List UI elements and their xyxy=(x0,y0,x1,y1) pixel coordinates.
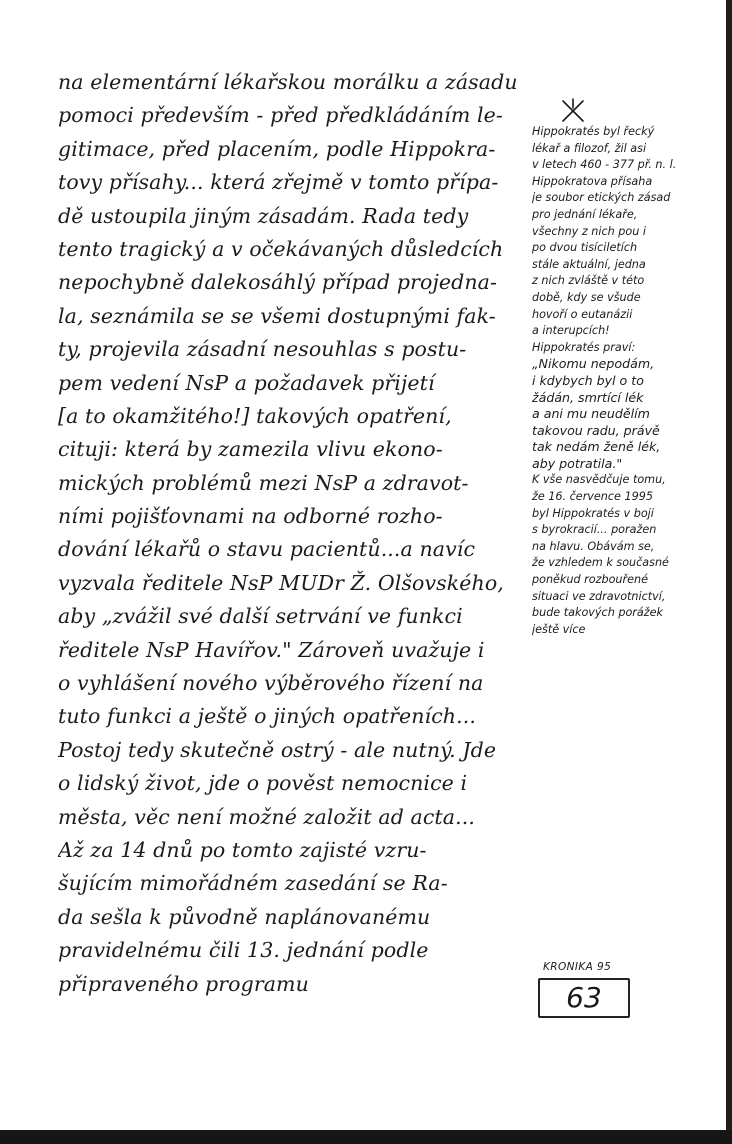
margin-note-line: pro jednání lékaře, xyxy=(532,207,638,221)
margin-note-line: na hlavu. Obávám se, xyxy=(532,539,655,553)
margin-note-line: v letech 460 - 377 př. n. l. xyxy=(532,158,677,172)
main-text-line: připraveného programu xyxy=(58,971,309,996)
main-text-line: tuto funkci a ještě o jiných opatřeních... xyxy=(58,704,476,729)
main-text-line: Postoj tedy skutečně ostrý - ale nutný. Jde xyxy=(58,737,497,762)
margin-note-line: poněkud rozbouřené xyxy=(532,573,648,587)
margin-note-line: je soubor etických zásad xyxy=(532,191,671,205)
main-text-line: pravidelnému čili 13. jednání podle xyxy=(58,938,429,963)
margin-note-line: ještě více xyxy=(532,622,586,636)
main-text-line: ty, projevila zásadní nesouhlas s postu- xyxy=(58,337,467,362)
main-text-line: la, seznámila se se všemi dostupnými fak- xyxy=(58,303,496,328)
margin-note-line: byl Hippokratés v boji xyxy=(532,506,654,520)
margin-note-line: stále aktuální, jedna xyxy=(532,257,646,271)
main-handwritten-text xyxy=(58,66,528,1001)
scan-border-bottom xyxy=(0,1130,732,1144)
main-text-line: Až za 14 dnů po tomto zajisté vzru- xyxy=(58,837,427,862)
margin-note-line: i kdybych byl o to xyxy=(532,372,644,388)
margin-note xyxy=(532,124,716,638)
main-text-line: tento tragický a v očekávaných důsledcích xyxy=(58,236,504,261)
main-text-line: tovy přísahy... která zřejmě v tomto přípa- xyxy=(58,170,499,195)
main-text-line: dování lékařů o stavu pacientů...a navíc xyxy=(58,537,476,562)
main-text-line: ními pojišťovnami na odborné rozho- xyxy=(58,504,443,529)
margin-note-line: hovoří o eutanázii xyxy=(532,307,633,321)
main-text-line: [a to okamžitého!] takových opatření, xyxy=(58,403,452,428)
margin-note-line: že 16. července 1995 xyxy=(532,490,653,504)
margin-note-line: Hippokratova přísaha xyxy=(532,174,653,188)
main-text-line: šujícím mimořádném zasedání se Ra- xyxy=(58,871,448,896)
margin-note-line: z nich zvláště v této xyxy=(532,274,645,288)
asterisk-icon xyxy=(560,98,586,124)
margin-note-line: „Nikomu nepodám, xyxy=(532,356,655,372)
main-text-line: nepochybně dalekosáhlý případ projedna- xyxy=(58,270,498,295)
margin-note-line: s byrokracií... poražen xyxy=(532,523,657,537)
main-text-line: pomoci především - před předkládáním le- xyxy=(58,103,503,128)
margin-note-line: žádán, smrtící lék xyxy=(532,389,644,405)
margin-note-line: bude takových porážek xyxy=(532,606,663,620)
main-text-line: mických problémů mezi NsP a zdravot- xyxy=(58,470,469,495)
margin-note-line: tak nedám ženě lék, xyxy=(532,439,661,455)
main-text-line: dě ustoupila jiným zásadám. Rada tedy xyxy=(58,203,469,228)
main-text-line: gitimace, před placením, podle Hippokra- xyxy=(58,136,496,161)
main-text-line: pem vedení NsP a požadavek přijetí xyxy=(58,370,435,395)
margin-note-line: Hippokratés byl řecký xyxy=(532,125,655,138)
margin-note-line: a ani mu neudělím xyxy=(532,406,650,422)
main-text-line: o lidský život, jde o pověst nemocnice i xyxy=(58,771,468,796)
margin-note-line: situaci ve zdravotnictví, xyxy=(532,589,666,603)
margin-note-line: všechny z nich pou i xyxy=(532,224,646,238)
margin-note-line: že vzhledem k současné xyxy=(532,556,669,570)
main-text-line: aby „zvážil své další setrvání ve funkci xyxy=(58,604,463,629)
margin-note-line: Hippokratés praví: xyxy=(532,340,636,354)
main-text-line: o vyhlášení nového výběrového řízení na xyxy=(58,671,484,696)
main-text-line: ředitele NsP Havířov." Zároveň uvažuje i xyxy=(58,637,485,662)
main-text-line: města, věc není možné založit ad acta... xyxy=(58,804,475,829)
main-text-line: na elementární lékařskou morálku a zásadu xyxy=(58,70,518,94)
margin-note-line: takovou radu, právě xyxy=(532,422,660,438)
page-number: 63 xyxy=(538,978,630,1018)
main-text-line: da sešla k původně naplánovanému xyxy=(58,904,431,929)
margin-note-line: aby potratila." xyxy=(532,455,623,471)
margin-note-line: době, kdy se všude xyxy=(532,290,641,304)
chronicle-label: KRONIKA 95 xyxy=(543,961,612,973)
main-text-line: vyzvala ředitele NsP MUDr Ž. Olšovského, xyxy=(58,570,504,595)
margin-note-line: lékař a filozof, žil asi xyxy=(532,141,647,155)
margin-note-line: K vše nasvědčuje tomu, xyxy=(532,473,666,487)
main-text-line: cituji: která by zamezila vlivu ekono- xyxy=(58,437,443,462)
margin-note-line: po dvou tisíciletích xyxy=(532,241,638,255)
margin-note-line: a interupcích! xyxy=(532,324,610,338)
scan-border-right xyxy=(726,0,732,1144)
